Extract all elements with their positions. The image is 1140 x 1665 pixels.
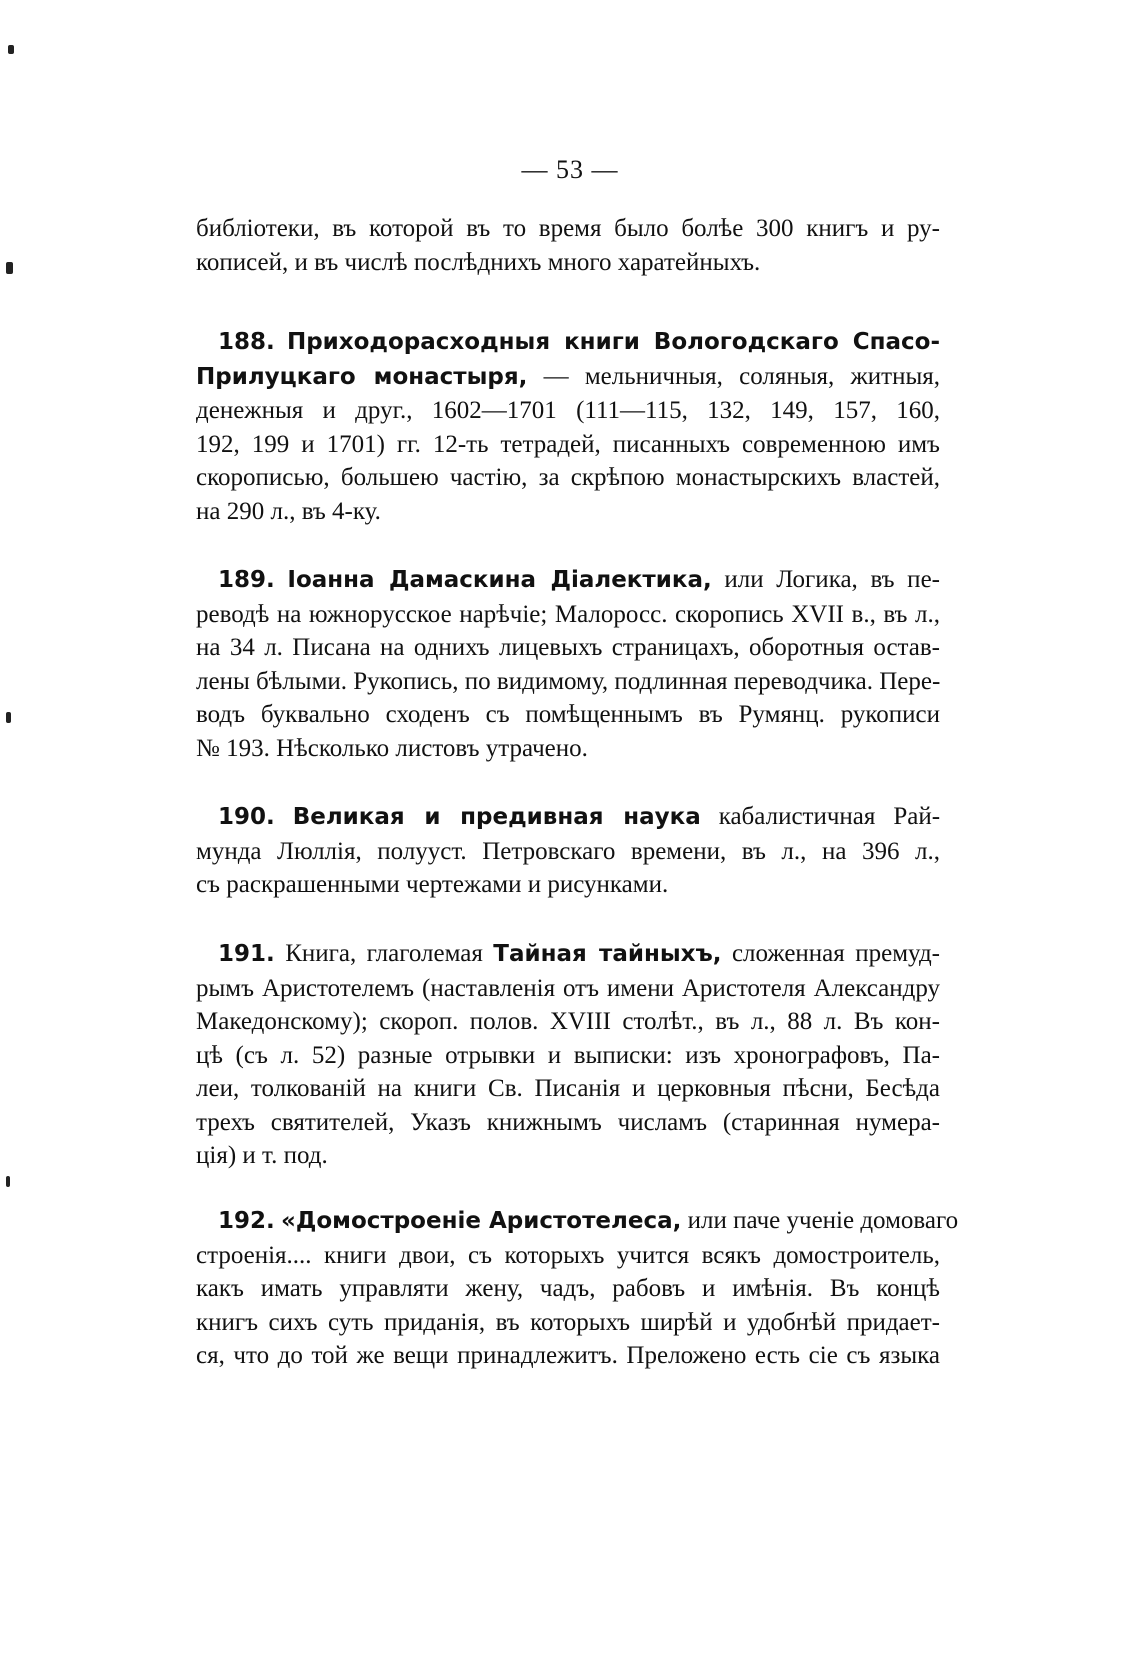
text-line: 192, 199 и 1701) гг. 12-ть тетрадей, писанныхъ современною имъ xyxy=(196,430,940,458)
text-line: кописей, и въ числѣ послѣднихъ много харатейныхъ. xyxy=(196,248,761,276)
scan-speck xyxy=(6,262,13,274)
text-line: на 34 л. Писана на однихъ лицевыхъ страницахъ, оборотныя остав- xyxy=(196,634,940,661)
entry-heading-line xyxy=(196,800,940,835)
text-line: ся, что до той же вещи принадлежитъ. Преложено есть сіе съ языка xyxy=(196,1342,940,1369)
entry-title: Тайная тайныхъ, xyxy=(493,941,722,967)
entry-text: сложенная премуд- xyxy=(721,940,940,967)
entry-title: Іоанна Дамаскина Діалектика, xyxy=(287,567,712,593)
page-number: — 53 — xyxy=(521,155,619,184)
text-line: скорописью, большею частію, за скрѣпою монастырскихъ властей, xyxy=(196,464,940,491)
intro-paragraph xyxy=(196,212,940,279)
text-line: съ раскрашенными чертежами и рисунками. xyxy=(196,871,669,898)
entry-title: «Домостроеніе Аристотелеса, xyxy=(281,1208,682,1234)
text-line: № 193. Нѣсколько листовъ утрачено. xyxy=(196,734,588,762)
entry-number: 190. xyxy=(218,804,275,830)
entry-text: — мельничныя, соляныя, житныя, xyxy=(527,362,940,390)
entry-text: или паче ученіе домоваго xyxy=(681,1207,959,1234)
entry-heading-line xyxy=(196,325,940,360)
entry-number: 192. xyxy=(218,1208,275,1234)
text-line: Македонскому); скороп. полов. XVIII столѣт., въ л., 88 л. Въ кон- xyxy=(196,1008,940,1035)
text-line: какъ имать управляти жену, чадъ, рабовъ и имѣнія. Въ концѣ xyxy=(196,1275,940,1302)
text-line: трехъ святителей, Указъ книжнымъ числамъ (старинная нумера- xyxy=(196,1108,940,1136)
text-line: ція) и т. под. xyxy=(196,1142,328,1169)
catalog-entry-190 xyxy=(196,800,940,902)
entry-number: 191. xyxy=(218,941,275,967)
entry-title-continued: Прилуцкаго монастыря, xyxy=(196,363,528,390)
text-line: реводѣ на южнорусское нарѣчіе; Малоросс. скоропись XVII в., въ л., xyxy=(196,600,940,628)
entry-number: 189. xyxy=(218,567,275,593)
scan-speck xyxy=(6,712,11,723)
text-line: строенія.... книги двои, съ которыхъ учится всякъ домостроитель, xyxy=(196,1241,940,1269)
text-line: леи, толкованій на книги Св. Писанія и церковныя пѣсни, Бесѣда xyxy=(196,1075,940,1102)
text-line: на 290 л., въ 4-ку. xyxy=(196,497,381,525)
text-line: лены бѣлыми. Рукопись, по видимому, подлинная переводчика. Пере- xyxy=(196,667,941,695)
text-line: водъ буквально сходенъ съ помѣщеннымъ въ Румянц. рукописи xyxy=(196,701,940,728)
entry-number: 188. xyxy=(218,329,275,355)
catalog-entry-189 xyxy=(196,563,940,765)
text-line: рымъ Аристотелемъ (наставленія отъ имени Аристотеля Александру xyxy=(196,974,940,1002)
entry-title: Великая и предивная наука xyxy=(292,804,701,830)
text-line: цѣ (съ л. 52) разные отрывки и выписки: изъ хронографовъ, Па- xyxy=(196,1041,940,1069)
text-line: мунда Люллія, полууст. Петровскаго времени, въ л., на 396 л., xyxy=(196,837,940,865)
text-line: книгъ сихъ суть приданія, въ которыхъ ширѣй и удобнѣй придает- xyxy=(196,1308,940,1336)
entry-text: Книга, глаголемая xyxy=(274,940,494,967)
entry-text: или Логика, въ пе- xyxy=(711,566,940,593)
text-line: денежныя и друг., 1602—1701 (111—115, 132, 149, 157, 160, xyxy=(196,397,940,424)
entry-text: кабалистичная Рай- xyxy=(700,803,941,830)
text-line: библіотеки, въ которой въ то время было болѣе 300 книгъ и ру- xyxy=(196,215,940,242)
catalog-entry-188 xyxy=(196,325,940,528)
scan-speck xyxy=(8,45,14,54)
entry-title: Приходорасходныя книги Вологодскаго Спасо- xyxy=(286,329,940,355)
scan-speck xyxy=(6,1176,10,1187)
entry-heading-line xyxy=(196,937,940,972)
entry-heading-line xyxy=(196,1204,959,1239)
text-line xyxy=(196,360,940,395)
catalog-entry-191 xyxy=(196,937,940,1173)
entry-heading-line xyxy=(196,563,940,598)
catalog-entry-192 xyxy=(196,1204,959,1373)
